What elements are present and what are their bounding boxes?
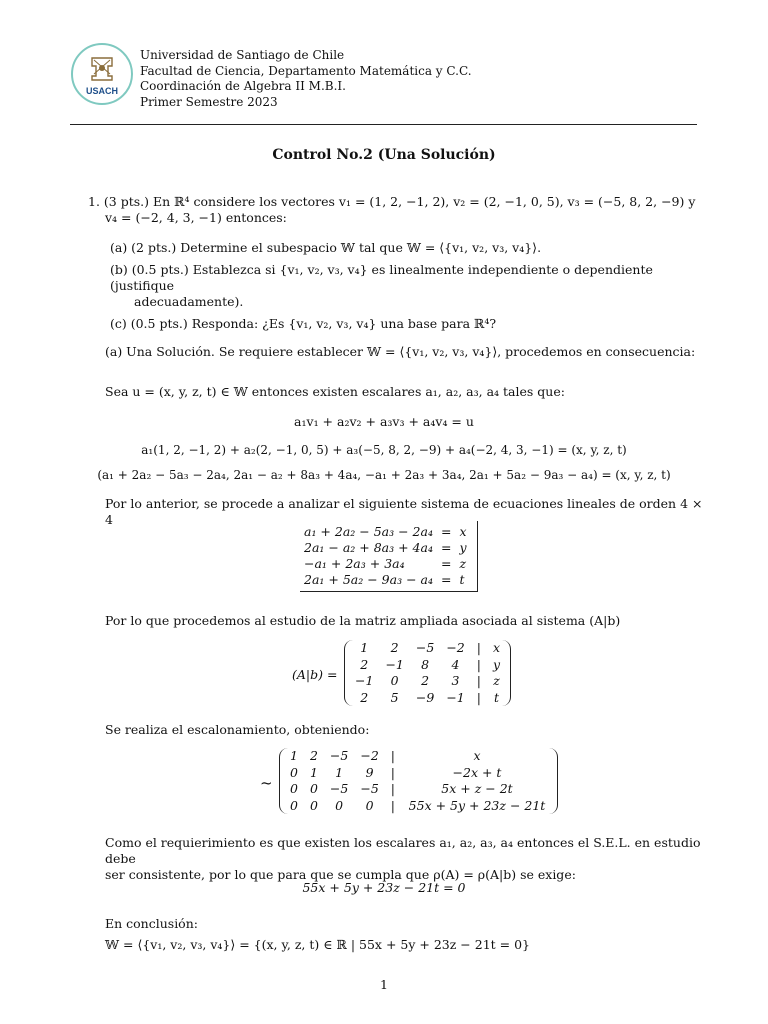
augmented-matrix-label: (A|b) = (292, 667, 338, 682)
problem-intro-line2: v₄ = (−2, 4, 3, −1) entonces: (105, 210, 287, 225)
problem-items (110, 240, 702, 332)
item-b: (b) (0.5 pts.) Establezca si {v₁, v₂, v₃, v₄} es linealmente independiente o dependiente (justifique (110, 262, 653, 293)
consistency-line1: Como el requierimiento es que existen los escalares a₁, a₂, a₃, a₄ entonces el S.E.L. en estudio debe (105, 835, 701, 866)
matrix-row: 2 −1 8 4 | y (360, 656, 501, 672)
item-b-cont: adecuadamente). (134, 294, 244, 309)
system-row: 2a₁ + 5a₂ − 9a₃ − a₄ = t (304, 572, 465, 587)
header-coordination: Coordinación de Algebra II M.B.I. (140, 79, 346, 93)
matrix-row: −1 0 2 3 | z (355, 673, 500, 688)
augmented-matrix (344, 640, 511, 706)
header-semester: Primer Semestre 2023 (140, 94, 278, 109)
matrix-row: 1 2 −5 −2 | x (360, 640, 501, 655)
equation-linear-combination: a₁v₁ + a₂v₂ + a₃v₃ + a₄v₄ = u (294, 414, 474, 429)
linear-system (300, 521, 478, 592)
row-equivalent-symbol: ~ (260, 774, 273, 792)
header-divider (70, 124, 697, 125)
solution-sea: Sea u = (x, y, z, t) ∈ 𝕎 entonces existen escalares a₁, a₂, a₃, a₄ tales que: (105, 384, 565, 399)
matrix-row: 1 2 −5 −2 | x (290, 748, 481, 763)
matrix-row: 0 0 0 0 | 55x + 5y + 23z − 21t (290, 797, 546, 813)
header-text (140, 48, 472, 110)
matrix-row: 2 5 −9 −1 | t (360, 689, 500, 705)
consistency-text (105, 835, 705, 883)
problem-intro-line1: 1. (3 pts.) En ℝ⁴ considere los vectores v₁ = (1, 2, −1, 2), v₂ = (2, −1, 0, 5), v₃ = (−5, 8, 2, −9) y (88, 194, 696, 209)
problem-statement (88, 194, 700, 226)
university-logo (70, 42, 134, 106)
header-university: Universidad de Santiago de Chile (140, 48, 345, 62)
consistency-condition: 55x + 5y + 23z − 21t = 0 (302, 880, 466, 895)
equation-expanded: a₁(1, 2, −1, 2) + a₂(2, −1, 0, 5) + a₃(−5, 8, 2, −9) + a₄(−2, 4, 3, −1) = (x, y, z, t) (141, 443, 627, 457)
svg-text:USACH: USACH (85, 86, 119, 96)
page-title: Control No.2 (Una Solución) (272, 147, 496, 163)
system-row: a₁ + 2a₂ − 5a₃ − 2a₄ = x (304, 524, 467, 539)
system-intro: Por lo anterior, se procede a analizar el siguiente sistema de ecuaciones lineales de orden 4 × 4 (105, 496, 703, 527)
row-reduction-intro: Se realiza el escalonamiento, obteniendo: (105, 722, 370, 737)
header-faculty: Facultad de Ciencia, Departamento Matemática y C.C. (140, 63, 472, 78)
solution-intro: (a) Una Solución. Se requiere establecer 𝕎 = ⟨{v₁, v₂, v₃, v₄}⟩, procedemos en consecuencia: (105, 344, 696, 359)
item-a: (a) (2 pts.) Determine el subespacio 𝕎 tal que 𝕎 = ⟨{v₁, v₂, v₃, v₄}⟩. (110, 240, 542, 255)
echelon-matrix (279, 748, 558, 814)
augmented-matrix-intro: Por lo que procedemos al estudio de la matriz ampliada asociada al sistema (A|b) (105, 613, 621, 628)
page-number: 1 (380, 977, 388, 992)
conclusion-label: En conclusión: (105, 916, 198, 931)
system-row: 2a₁ − a₂ + 8a₃ + 4a₄ = y (304, 540, 467, 555)
conclusion-statement: 𝕎 = ⟨{v₁, v₂, v₃, v₄}⟩ = {(x, y, z, t) ∈ ℝ | 55x + 5y + 23z − 21t = 0} (105, 937, 530, 952)
item-c: (c) (0.5 pts.) Responda: ¿Es {v₁, v₂, v₃, v₄} una base para ℝ⁴? (110, 316, 497, 331)
matrix-row: 0 1 1 9 | −2x + t (290, 764, 502, 780)
matrix-row: 0 0 −5 −5 | 5x + z − 2t (290, 781, 513, 796)
system-row: −a₁ + 2a₃ + 3a₄ = z (304, 556, 467, 571)
equation-componentwise: (a₁ + 2a₂ − 5a₃ − 2a₄, 2a₁ − a₂ + 8a₃ + 4a₄, −a₁ + 2a₃ + 3a₄, 2a₁ + 5a₂ − 9a₃ − a₄) = (x, y, z, t) (97, 468, 671, 482)
consistency-line2: ser consistente, por lo que para que se cumpla que ρ(A) = ρ(A|b) se exige: (105, 867, 576, 882)
